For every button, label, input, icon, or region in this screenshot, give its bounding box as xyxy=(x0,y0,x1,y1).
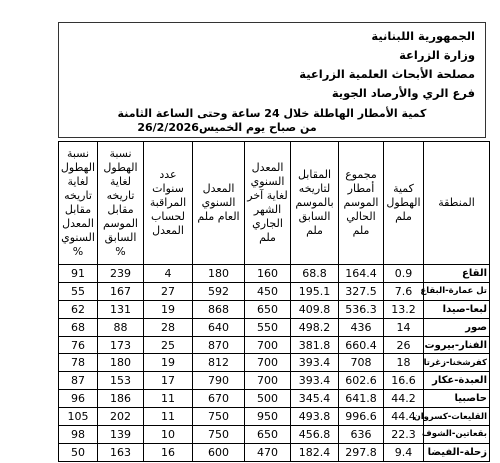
value-cell: 87 xyxy=(59,372,98,390)
org-line-department: مصلحة الأبحاث العلمية الزراعية xyxy=(299,67,475,81)
value-cell: 536.3 xyxy=(339,300,384,318)
value-cell: 470 xyxy=(245,443,291,461)
value-cell: 91 xyxy=(59,265,98,283)
value-cell: 700 xyxy=(245,354,291,372)
table-row xyxy=(59,265,490,283)
column-header: مجموع أمطار الموسم الحالي ملم xyxy=(339,142,384,265)
value-cell: 163 xyxy=(98,443,144,461)
value-cell: 202 xyxy=(98,408,144,426)
station-name-cell: القليعات-كسروان xyxy=(424,408,490,426)
value-cell: 22.3 xyxy=(384,426,424,444)
value-cell: 393.4 xyxy=(291,354,339,372)
value-cell: 636 xyxy=(339,426,384,444)
table-row xyxy=(59,336,490,354)
value-cell: 180 xyxy=(193,265,245,283)
value-cell: 44.4 xyxy=(384,408,424,426)
table-row xyxy=(59,282,490,300)
value-cell: 996.6 xyxy=(339,408,384,426)
value-cell: 456.8 xyxy=(291,426,339,444)
value-cell: 592 xyxy=(193,282,245,300)
column-header: نسبة الهطول لغاية تاريخه مقابل المعدل السنوي % xyxy=(59,142,98,265)
column-header: المعدل السنوي العام ملم xyxy=(193,142,245,265)
value-cell: 98 xyxy=(59,426,98,444)
value-cell: 160 xyxy=(245,265,291,283)
value-cell: 182.4 xyxy=(291,443,339,461)
column-header: نسبة الهطول لغاية تاريخه مقابل الموسم السابق % xyxy=(98,142,144,265)
organization-block xyxy=(299,27,475,103)
value-cell: 164.4 xyxy=(339,265,384,283)
value-cell: 9.4 xyxy=(384,443,424,461)
value-cell: 790 xyxy=(193,372,245,390)
station-name-cell: صور xyxy=(424,318,490,336)
station-name-cell: لبعا-صيدا xyxy=(424,300,490,318)
table-row xyxy=(59,354,490,372)
value-cell: 436 xyxy=(339,318,384,336)
value-cell: 550 xyxy=(245,318,291,336)
value-cell: 345.4 xyxy=(291,390,339,408)
value-cell: 19 xyxy=(144,354,193,372)
value-cell: 641.8 xyxy=(339,390,384,408)
value-cell: 173 xyxy=(98,336,144,354)
column-header: كمية الهطول ملم xyxy=(384,142,424,265)
value-cell: 28 xyxy=(144,318,193,336)
value-cell: 327.5 xyxy=(339,282,384,300)
value-cell: 650 xyxy=(245,300,291,318)
value-cell: 68.8 xyxy=(291,265,339,283)
value-cell: 180 xyxy=(98,354,144,372)
station-name-cell: الفنار-بيروت xyxy=(424,336,490,354)
value-cell: 700 xyxy=(245,336,291,354)
value-cell: 650 xyxy=(245,426,291,444)
station-name-cell: القاع xyxy=(424,265,490,283)
org-line-branch: فرع الري والأرصاد الجوية xyxy=(331,86,475,100)
value-cell: 11 xyxy=(144,390,193,408)
column-header: المنطقة xyxy=(424,142,490,265)
value-cell: 26 xyxy=(384,336,424,354)
value-cell: 493.8 xyxy=(291,408,339,426)
value-cell: 602.6 xyxy=(339,372,384,390)
value-cell: 68 xyxy=(59,318,98,336)
value-cell: 450 xyxy=(245,282,291,300)
value-cell: 17 xyxy=(144,372,193,390)
value-cell: 393.4 xyxy=(291,372,339,390)
value-cell: 18 xyxy=(384,354,424,372)
table-row xyxy=(59,426,490,444)
value-cell: 50 xyxy=(59,443,98,461)
station-name-cell: العبدة-عكار xyxy=(424,372,490,390)
title-line-1: كمية الأمطار الهاطلة خلال 24 ساعة وحتى الساعة الثامنة xyxy=(117,107,427,120)
table-header-row xyxy=(59,142,490,265)
value-cell: 13.2 xyxy=(384,300,424,318)
column-header: المقابل لتاريخه بالموسم السابق ملم xyxy=(291,142,339,265)
station-name-cell: بقعاتين-الشوف xyxy=(424,426,490,444)
org-line-ministry: وزارة الزراعة xyxy=(399,48,475,62)
value-cell: 660.4 xyxy=(339,336,384,354)
value-cell: 868 xyxy=(193,300,245,318)
value-cell: 409.8 xyxy=(291,300,339,318)
value-cell: 381.8 xyxy=(291,336,339,354)
title-line-2: من صباح يوم الخميس26/2/2026 xyxy=(137,121,317,134)
value-cell: 186 xyxy=(98,390,144,408)
value-cell: 16.6 xyxy=(384,372,424,390)
value-cell: 750 xyxy=(193,426,245,444)
value-cell: 131 xyxy=(98,300,144,318)
value-cell: 96 xyxy=(59,390,98,408)
value-cell: 139 xyxy=(98,426,144,444)
value-cell: 195.1 xyxy=(291,282,339,300)
value-cell: 500 xyxy=(245,390,291,408)
value-cell: 812 xyxy=(193,354,245,372)
value-cell: 0.9 xyxy=(384,265,424,283)
value-cell: 239 xyxy=(98,265,144,283)
column-header: المعدل السنوي لغاية آخر الشهر الجاري ملم xyxy=(245,142,291,265)
table-body xyxy=(59,265,490,462)
value-cell: 297.8 xyxy=(339,443,384,461)
station-name-cell: زحلة-الفيضا xyxy=(424,443,490,461)
value-cell: 750 xyxy=(193,408,245,426)
value-cell: 19 xyxy=(144,300,193,318)
value-cell: 708 xyxy=(339,354,384,372)
table-row xyxy=(59,443,490,461)
table-row xyxy=(59,318,490,336)
station-name-cell: كفرشخنا-زغرتا xyxy=(424,354,490,372)
table-row xyxy=(59,408,490,426)
value-cell: 78 xyxy=(59,354,98,372)
value-cell: 55 xyxy=(59,282,98,300)
value-cell: 4 xyxy=(144,265,193,283)
table-row xyxy=(59,390,490,408)
value-cell: 950 xyxy=(245,408,291,426)
value-cell: 167 xyxy=(98,282,144,300)
document-header xyxy=(58,22,486,138)
value-cell: 153 xyxy=(98,372,144,390)
org-line-republic: الجمهورية اللبنانية xyxy=(371,29,475,43)
value-cell: 640 xyxy=(193,318,245,336)
table-row xyxy=(59,300,490,318)
station-name-cell: تل عمارة-البقاع xyxy=(424,282,490,300)
value-cell: 16 xyxy=(144,443,193,461)
value-cell: 11 xyxy=(144,408,193,426)
value-cell: 25 xyxy=(144,336,193,354)
table-row xyxy=(59,372,490,390)
value-cell: 870 xyxy=(193,336,245,354)
value-cell: 76 xyxy=(59,336,98,354)
value-cell: 10 xyxy=(144,426,193,444)
value-cell: 27 xyxy=(144,282,193,300)
report-title xyxy=(59,107,485,135)
value-cell: 88 xyxy=(98,318,144,336)
value-cell: 7.6 xyxy=(384,282,424,300)
column-header: عدد سنوات المراقبة لحساب المعدل xyxy=(144,142,193,265)
value-cell: 498.2 xyxy=(291,318,339,336)
rainfall-table xyxy=(58,141,490,462)
value-cell: 700 xyxy=(245,372,291,390)
value-cell: 14 xyxy=(384,318,424,336)
value-cell: 62 xyxy=(59,300,98,318)
value-cell: 670 xyxy=(193,390,245,408)
station-name-cell: حاصبيا xyxy=(424,390,490,408)
value-cell: 44.2 xyxy=(384,390,424,408)
value-cell: 105 xyxy=(59,408,98,426)
value-cell: 600 xyxy=(193,443,245,461)
